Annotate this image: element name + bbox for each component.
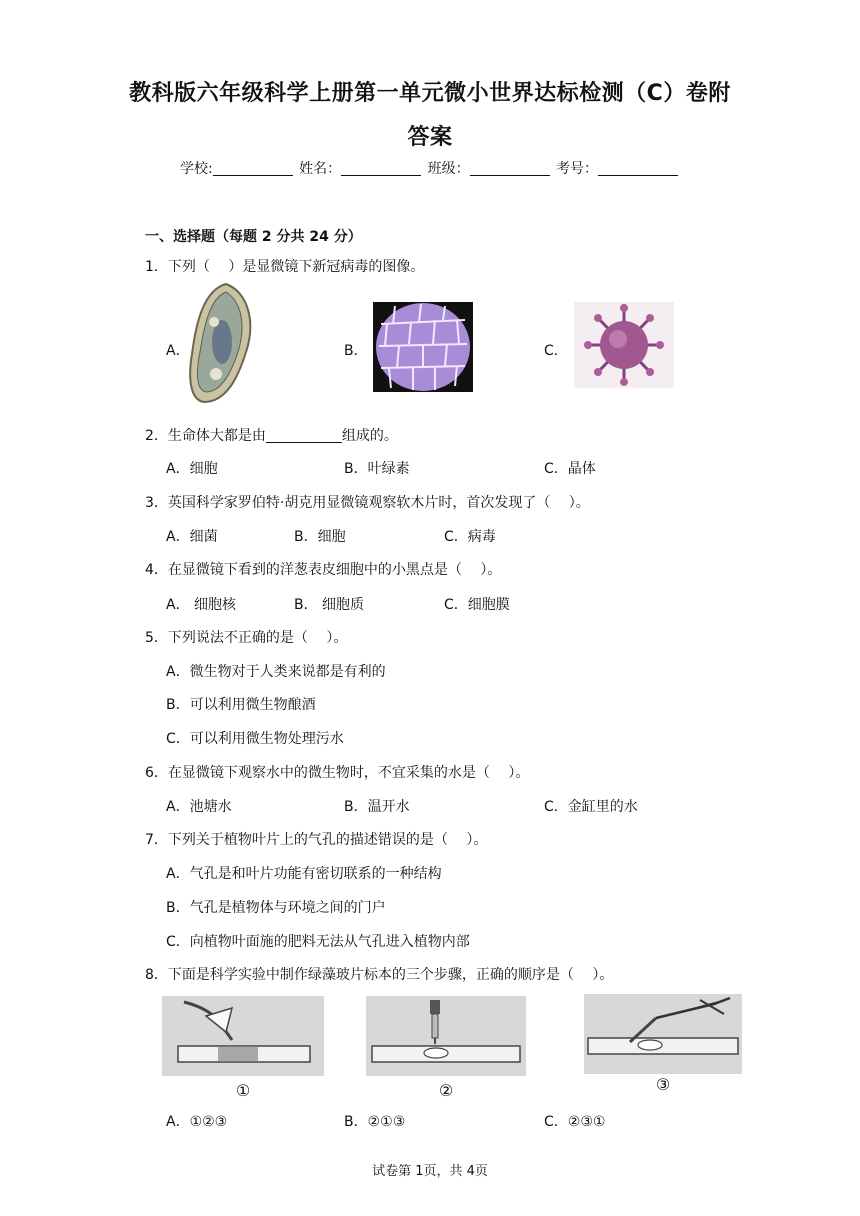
q5-option-a[interactable]: A．微生物对于人类来说都是有利的 <box>166 664 386 680</box>
step3-image <box>584 994 742 1098</box>
onion-cells-image <box>373 302 473 392</box>
q3-option-b[interactable]: B．细胞 <box>294 529 346 545</box>
question-3-stem: 3．英国科学家罗伯特·胡克用显微镜观察软木片时，首次发现了（ ）。 <box>145 495 590 511</box>
q3-option-a[interactable]: A．细菌 <box>166 529 218 545</box>
q1-option-a-label: A． <box>166 343 190 359</box>
school-label: 学校: <box>179 161 213 177</box>
q7-option-a[interactable]: A．气孔是和叶片功能有密切联系的一种结构 <box>166 866 442 882</box>
coronavirus-image <box>574 302 674 388</box>
q7-option-c[interactable]: C．向植物叶面施的肥料无法从气孔进入植物内部 <box>166 934 470 950</box>
q6-option-a[interactable]: A．池塘水 <box>166 799 232 815</box>
q3-option-c[interactable]: C．病毒 <box>444 529 496 545</box>
page-title-line2: 答案 <box>407 125 453 150</box>
question-7-stem: 7．下列关于植物叶片上的气孔的描述错误的是（ ）。 <box>145 832 488 848</box>
q2-option-a[interactable]: A．细胞 <box>166 461 218 477</box>
step1-label: ① <box>235 1081 251 1100</box>
class-field[interactable] <box>470 161 550 176</box>
q7-option-b[interactable]: B．气孔是植物体与环境之间的门户 <box>166 900 386 916</box>
q2-option-c[interactable]: C．晶体 <box>544 461 596 477</box>
page-footer: 试卷第 1页，共 4页 <box>372 1164 488 1179</box>
q8-option-c[interactable]: C．②③① <box>544 1114 606 1130</box>
school-field[interactable] <box>213 161 293 176</box>
q2-blank[interactable] <box>266 428 342 443</box>
q6-option-b[interactable]: B．温开水 <box>344 799 410 815</box>
step2-label: ② <box>438 1081 454 1100</box>
q2-option-b[interactable]: B．叶绿素 <box>344 461 410 477</box>
paramecium-image <box>186 282 260 406</box>
q4-option-b[interactable]: B． 细胞质 <box>294 597 365 613</box>
question-8-stem: 8．下面是科学实验中制作绿藻玻片标本的三个步骤，正确的顺序是（ ）。 <box>145 967 614 983</box>
page-title: 教科版六年级科学上册第一单元微小世界达标检测（C）卷附 <box>129 81 731 106</box>
step3-label: ③ <box>655 1075 671 1094</box>
q5-option-b[interactable]: B．可以利用微生物酿酒 <box>166 697 316 713</box>
q4-option-c[interactable]: C．细胞膜 <box>444 597 510 613</box>
question-1-stem: 1．下列（ ）是显微镜下新冠病毒的图像。 <box>145 259 425 275</box>
section-heading: 一、选择题（每题 2 分共 24 分） <box>145 229 362 245</box>
name-field[interactable] <box>341 161 421 176</box>
number-field[interactable] <box>598 161 678 176</box>
question-5-stem: 5．下列说法不正确的是（ ）。 <box>145 630 348 646</box>
question-2-stem <box>145 425 398 445</box>
step1-image <box>162 996 324 1100</box>
q8-option-b[interactable]: B．②①③ <box>344 1114 406 1130</box>
step2-image <box>366 996 526 1100</box>
q2-stem-after: 组成的。 <box>341 428 398 444</box>
q8-option-a[interactable]: A．①②③ <box>166 1114 228 1130</box>
question-6-stem: 6．在显微镜下观察水中的微生物时，不宜采集的水是（ ）。 <box>145 765 530 781</box>
class-label: 班级： <box>427 161 470 177</box>
q4-option-a[interactable]: A． 细胞核 <box>166 597 237 613</box>
question-4-stem: 4．在显微镜下看到的洋葱表皮细胞中的小黑点是（ ）。 <box>145 562 502 578</box>
number-label: 考号： <box>556 161 599 177</box>
q5-option-c[interactable]: C．可以利用微生物处理污水 <box>166 731 344 747</box>
name-label: 姓名： <box>299 161 342 177</box>
q2-stem-before: 2．生命体大都是由 <box>145 428 266 444</box>
q1-option-b-label: B． <box>344 343 368 359</box>
student-info-row <box>0 158 860 178</box>
q6-option-c[interactable]: C．金缸里的水 <box>544 799 638 815</box>
q1-option-c-label: C． <box>544 343 568 359</box>
